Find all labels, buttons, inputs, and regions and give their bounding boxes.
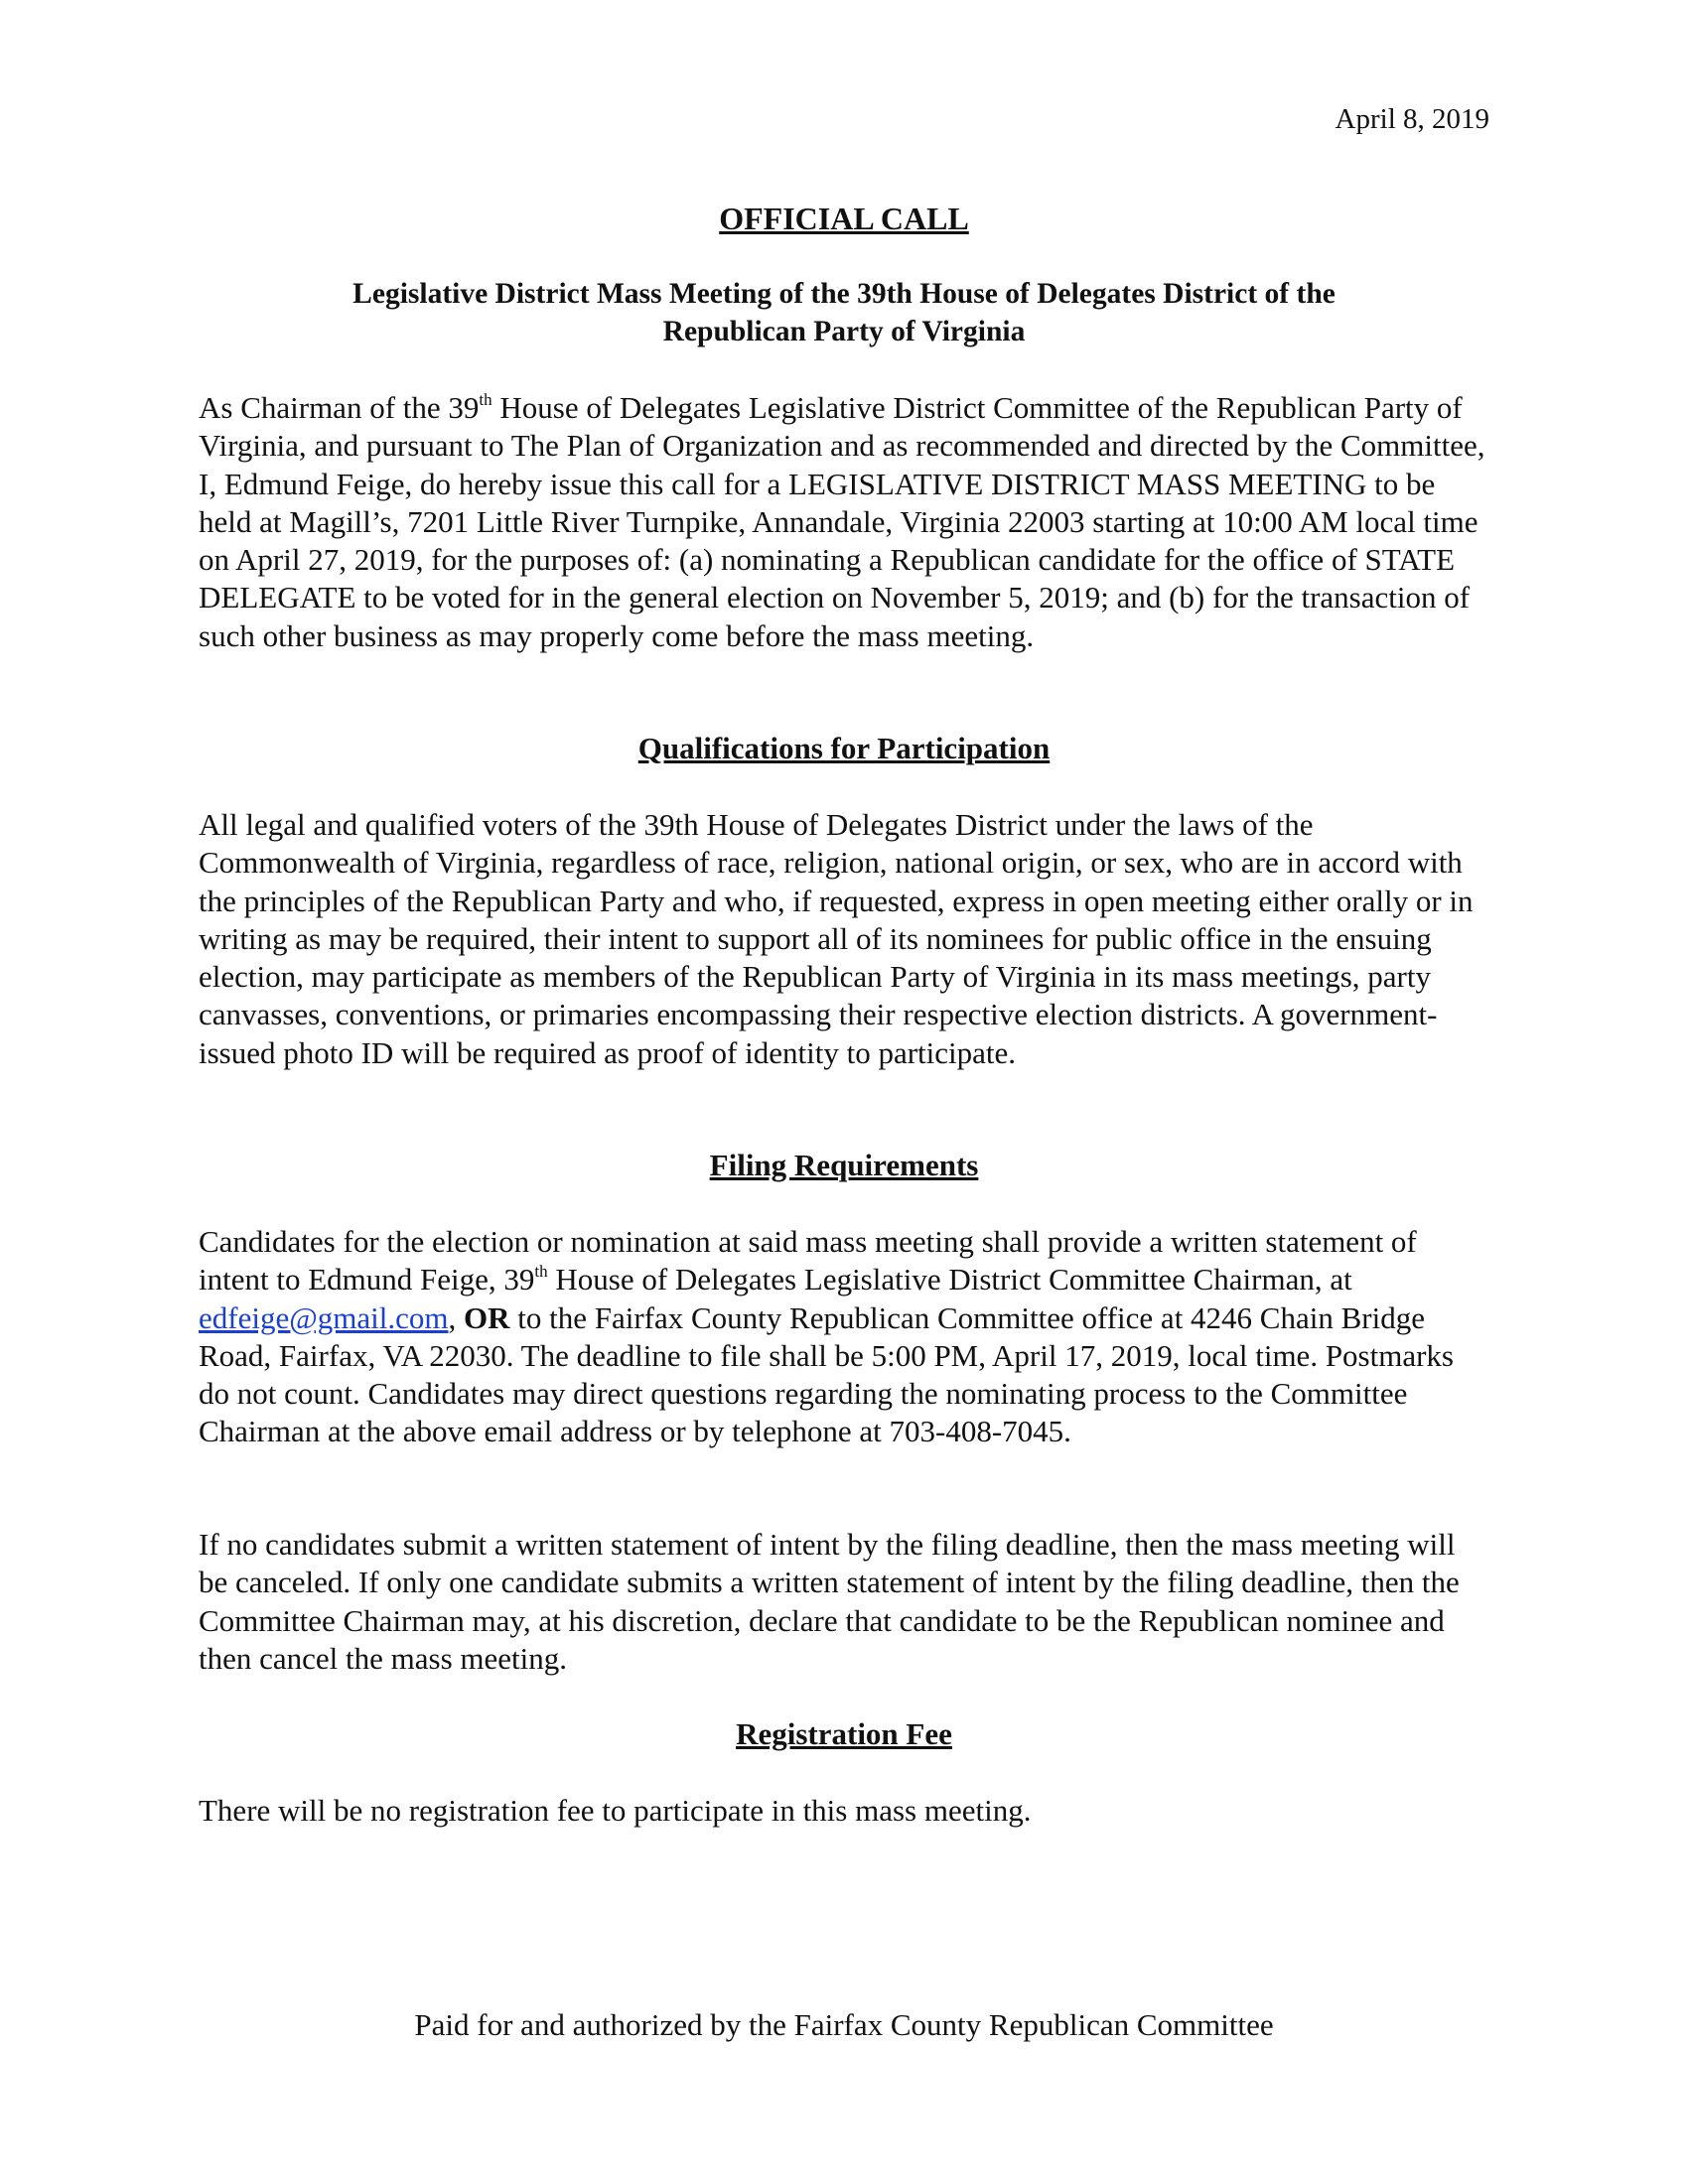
filing-superscript: th bbox=[534, 1262, 548, 1282]
filing-text-4: to the Fairfax County Republican Committee office at 4246 Chain Bridge Road, Fairfax, VA 22030. The deadline to file shall be 5:00 PM, April 17, 2019, local time. Postmarks do not count. Candidates may direct questions regarding the nominating process to the Committee Chairman at the above email address or by telephone at 703-408-7045. bbox=[199, 1299, 1454, 1449]
cancellation-paragraph: If no candidates submit a written statement of intent by the filing deadline, then the mass meeting will be canceled. If only one candidate submits a written statement of intent by the filing deadline, then the Committee Chairman may, at his discretion, declare that candidate to be the Republican nominee and then cancel the mass meeting. bbox=[199, 1527, 1460, 1676]
qualifications-heading: Qualifications for Participation bbox=[637, 731, 1051, 765]
filing-paragraph bbox=[199, 1223, 1489, 1451]
document-page bbox=[199, 0, 1489, 2184]
filing-text-3: , bbox=[448, 1299, 464, 1335]
document-title: OFFICIAL CALL bbox=[719, 201, 969, 236]
subtitle-line-2: Republican Party of Virginia bbox=[662, 316, 1026, 347]
registration-paragraph: There will be no registration fee to participate in this mass meeting. bbox=[199, 1793, 1032, 1828]
intro-text-2: House of Delegates Legislative District Committee of the Republican Party of Virginia, and pursuant to The Plan of Organization and as recommended and directed by the Committee, I, Edmund Feige, do hereby issue this call for a LEGISLATIVE DISTRICT MASS MEETING to be held at Magill’s, 7201 Little River Turnpike, Annandale, Virginia 22003 starting at 10:00 AM local time on April 27, 2019, for the purposes of: (a) nominating a Republican candidate for the office of STATE DELEGATE to be voted for in the general election on November 5, 2019; and (b) for the transaction of such other business as may properly come before the mass meeting. bbox=[199, 390, 1485, 653]
subtitle-line-1: Legislative District Mass Meeting of the 39th House of Delegates District of the bbox=[352, 278, 1336, 310]
intro-superscript: th bbox=[479, 390, 492, 409]
filing-heading: Filing Requirements bbox=[709, 1148, 979, 1182]
document-subtitle bbox=[199, 275, 1489, 350]
intro-paragraph bbox=[199, 389, 1489, 655]
email-link[interactable]: edfeige@gmail.com bbox=[199, 1299, 449, 1335]
filing-or-emphasis: OR bbox=[463, 1299, 510, 1335]
intro-text-1: As Chairman of the 39 bbox=[199, 390, 480, 425]
filing-text-1: Candidates for the election or nomination at said mass meeting shall provide a written statement of intent to Edmund Feige, 39 bbox=[199, 1224, 1417, 1297]
document-date: April 8, 2019 bbox=[1335, 103, 1489, 135]
filing-text-2: House of Delegates Legislative District Committee Chairman, at bbox=[547, 1262, 1352, 1297]
qualifications-paragraph: All legal and qualified voters of the 39th House of Delegates District under the laws of the Commonwealth of Virginia, regardless of race, religion, national origin, or sex, who are in accord with the principles of the Republican Party and who, if requested, express in open meeting either orally or in writing as may be required, their intent to support all of its nominees for public office in the ensuing election, may participate as members of the Republican Party of Virginia in its mass meetings, party canvasses, conventions, or primaries encompassing their respective election districts. A government-issued photo ID will be required as proof of identity to participate. bbox=[199, 807, 1474, 1070]
footer-disclaimer: Paid for and authorized by the Fairfax County Republican Committee bbox=[414, 2007, 1274, 2042]
registration-heading: Registration Fee bbox=[736, 1716, 952, 1751]
